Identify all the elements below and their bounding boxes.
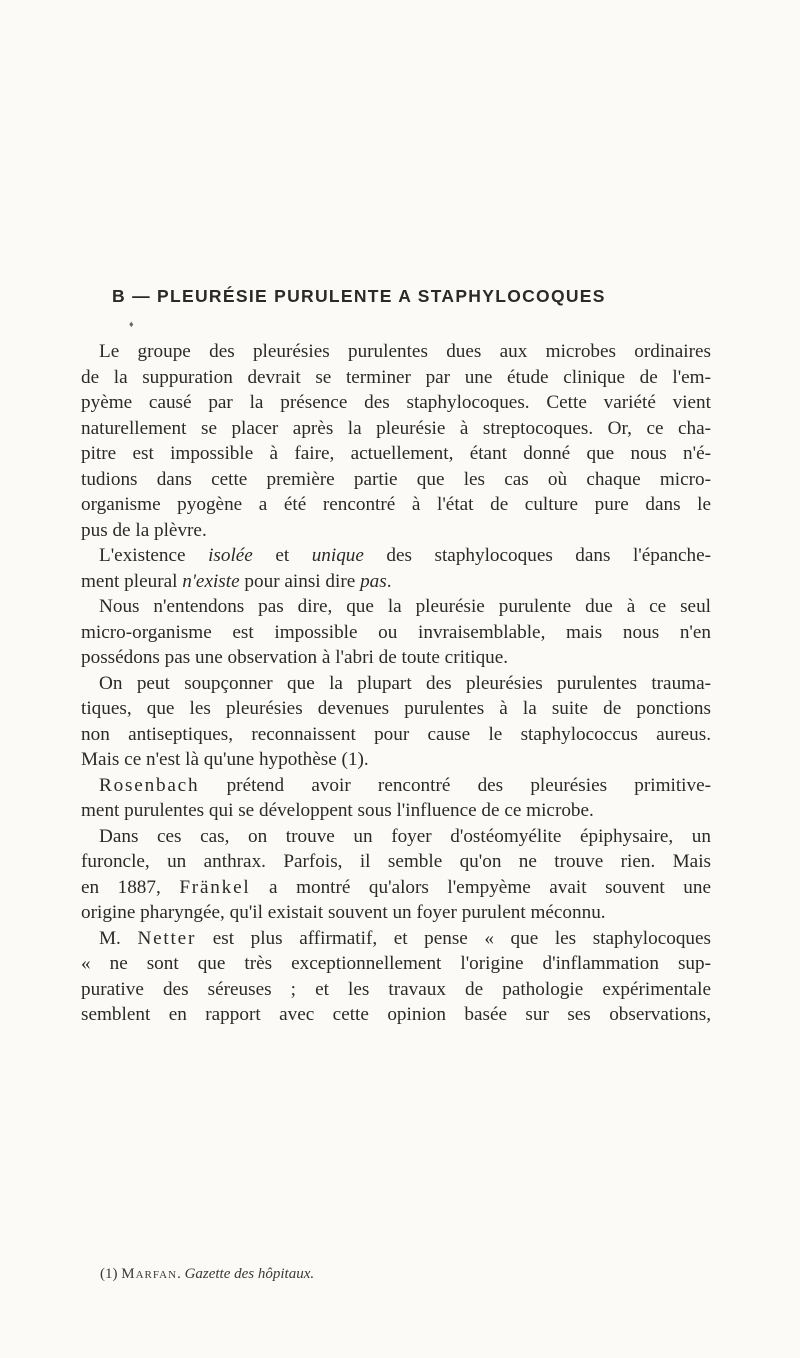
- text-line: [81, 518, 711, 544]
- text-line: [81, 492, 711, 518]
- text-segment: Mais ce n'est là qu'une hypothèse (1).: [81, 749, 369, 770]
- text-segment: semblent en rapport avec cette opinion basée sur ses observations,: [81, 1004, 711, 1025]
- author-name: Rosenbach: [99, 774, 200, 796]
- text-segment: tudions dans cette première partie que les cas où chaque micro-: [81, 468, 711, 490]
- text-segment: possédons pas une observation à l'abri de toute critique.: [81, 647, 509, 668]
- text-segment: Nous n'entendons pas dire, que la pleurésie purulente due à ce seul: [99, 596, 711, 617]
- text-segment: tiques, que les pleurésies devenues purulentes à la suite de ponctions: [81, 698, 711, 719]
- text-line: [81, 594, 711, 620]
- text-segment: en 1887,: [81, 876, 180, 898]
- footnote-separator: .: [177, 1266, 185, 1282]
- author-name: Fränkel: [179, 876, 251, 898]
- text-segment: a montré qu'alors l'empyème avait souvent une: [250, 876, 711, 898]
- text-segment: Dans ces cas, on trouve un foyer d'ostéomyélite épiphysaire, un: [99, 825, 711, 847]
- text-line: [81, 467, 711, 493]
- text-segment: et: [252, 545, 312, 566]
- text-segment: origine pharyngée, qu'il existait souvent un foyer purulent méconnu.: [81, 902, 606, 923]
- text-segment: .: [386, 570, 392, 592]
- footnote-number: (1): [100, 1266, 122, 1282]
- text-line: [81, 1002, 711, 1028]
- text-line: [81, 543, 711, 569]
- text-segment: pour ainsi dire: [239, 570, 361, 592]
- text-line: [81, 900, 711, 926]
- text-segment: organisme pyogène a été rencontré à l'état de culture pure dans le: [81, 494, 711, 515]
- text-segment: pyème causé par la présence des staphylocoques. Cette variété vient: [81, 392, 711, 413]
- text-segment: naturellement se placer après la pleurésie à streptocoques. Or, ce cha-: [81, 417, 711, 439]
- text-segment: pitre est impossible à faire, actuellement, étant donné que nous n'é-: [81, 443, 711, 464]
- text-line: [81, 951, 711, 977]
- text-line: [81, 339, 711, 365]
- text-line: [81, 926, 711, 952]
- emphasis-text: pas: [360, 570, 387, 592]
- text-line: [81, 441, 711, 467]
- text-line: [81, 747, 711, 773]
- text-line: [81, 671, 711, 697]
- text-segment: des staphylocoques dans l'épanche-: [363, 545, 711, 566]
- footnote-source: Gazette des hôpitaux.: [184, 1266, 315, 1282]
- text-line: [81, 875, 711, 901]
- text-segment: est plus affirmatif, et pense « que les staphylocoques: [196, 927, 711, 949]
- footnote-author: Marfan: [121, 1266, 178, 1282]
- text-segment: purative des séreuses ; et les travaux de pathologie expérimentale: [81, 978, 711, 1000]
- author-name: Netter: [137, 927, 197, 949]
- text-line: [81, 849, 711, 875]
- text-line: [81, 416, 711, 442]
- text-line: [81, 696, 711, 722]
- text-segment: ment pleural: [81, 570, 183, 592]
- text-line: [81, 977, 711, 1003]
- text-line: [81, 569, 711, 595]
- text-segment: non antiseptiques, reconnaissent pour cause le staphylococcus aureus.: [81, 723, 711, 745]
- text-line: [81, 620, 711, 646]
- text-segment: de la suppuration devrait se terminer par une étude clinique de l'em-: [81, 366, 711, 388]
- emphasis-text: unique: [311, 545, 364, 566]
- text-segment: ment purulentes qui se développent sous l'influence de ce microbe.: [81, 800, 594, 821]
- emphasis-text: n'existe: [182, 570, 240, 592]
- text-line: [81, 773, 711, 799]
- text-segment: « ne sont que très exceptionnellement l'origine d'inflammation sup-: [81, 953, 711, 974]
- footnote: [100, 1266, 314, 1283]
- section-heading: B — PLEURÉSIE PURULENTE A STAPHYLOCOQUES: [112, 286, 606, 306]
- text-line: [81, 390, 711, 416]
- text-line: [81, 798, 711, 824]
- text-line: [81, 722, 711, 748]
- text-segment: L'existence: [99, 545, 209, 566]
- emphasis-text: isolée: [208, 545, 253, 566]
- text-segment: Le groupe des pleurésies purulentes dues aux microbes ordinaires: [99, 341, 711, 362]
- text-segment: micro-organisme est impossible ou invraisemblable, mais nous n'en: [81, 621, 711, 643]
- text-segment: pus de la plèvre.: [81, 519, 207, 541]
- text-line: [81, 645, 711, 671]
- text-segment: prétend avoir rencontré des pleurésies primitive-: [199, 774, 711, 796]
- text-line: [81, 365, 711, 391]
- body-text: [81, 339, 711, 1028]
- stray-mark: ♦: [129, 319, 134, 329]
- text-line: [81, 824, 711, 850]
- text-segment: furoncle, un anthrax. Parfois, il semble qu'on ne trouve rien. Mais: [81, 851, 711, 872]
- text-segment: M.: [99, 927, 138, 949]
- text-segment: On peut soupçonner que la plupart des pleurésies purulentes trauma-: [99, 672, 711, 694]
